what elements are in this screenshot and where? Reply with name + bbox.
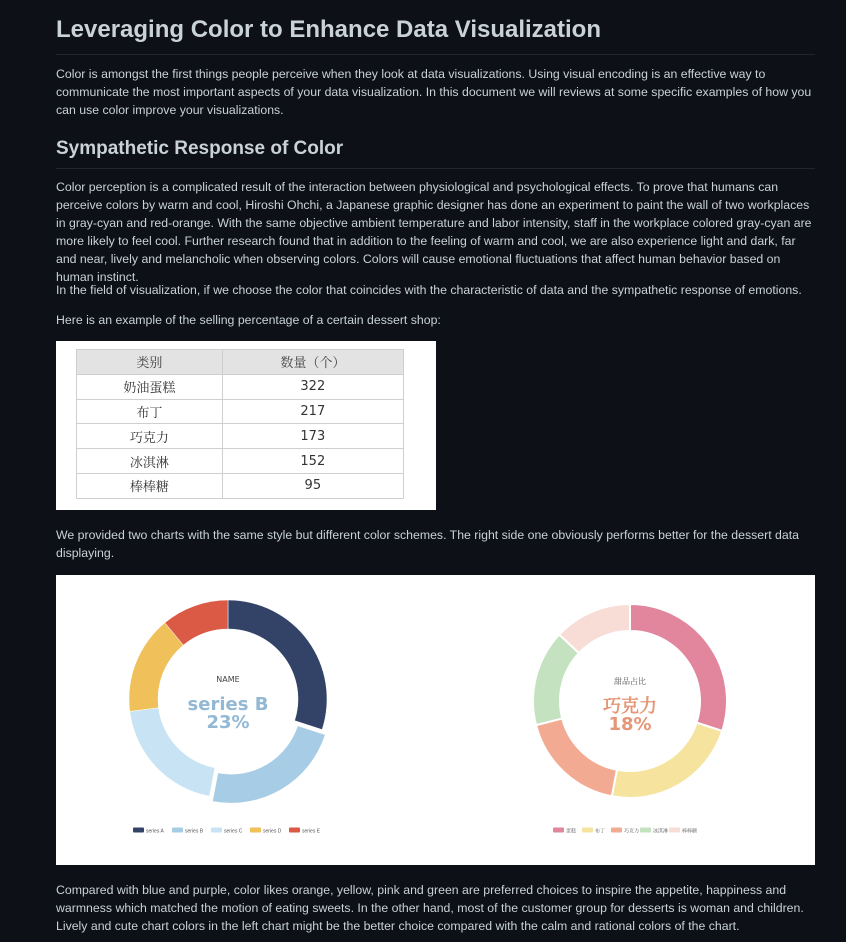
legend-swatch: [211, 828, 222, 833]
donut-slice: [130, 708, 215, 796]
donut-slice: [129, 623, 183, 712]
legend-swatch: [133, 828, 144, 833]
legend-label: 冰淇淋: [653, 828, 669, 835]
table-header-row: [77, 350, 404, 375]
center-value: 23%: [206, 712, 250, 733]
donut-slice: [533, 635, 579, 726]
paragraph-charts-intro: We provided two charts with the same style but different color schemes. The right side one obviously performs better for the dessert data displaying.: [56, 528, 799, 560]
legend-swatch: [669, 828, 680, 833]
table-cell: 巧克力: [77, 424, 223, 449]
table-cell: 棒棒糖: [77, 473, 223, 498]
center-value: 18%: [608, 714, 652, 735]
legend-label: series A: [146, 828, 164, 835]
legend-label: 棒棒糖: [682, 828, 698, 835]
table-cell: 217: [222, 399, 403, 424]
legend-swatch: [289, 828, 300, 833]
donut-slice: [559, 604, 630, 653]
page-title: Leveraging Color to Enhance Data Visualization: [56, 14, 815, 55]
donut-slice: [213, 726, 326, 803]
chart-title: NAME: [216, 675, 240, 684]
legend-label: 巧克力: [624, 828, 640, 835]
legend-swatch: [553, 828, 564, 833]
table-cell: 奶油蛋糕: [77, 374, 223, 399]
legend-label: series B: [185, 828, 204, 835]
table-cell: 173: [222, 424, 403, 449]
table-cell: 152: [222, 449, 403, 474]
legend-swatch: [640, 828, 651, 833]
legend-swatch: [582, 828, 593, 833]
center-label: series B: [187, 694, 269, 715]
table-cell: 布丁: [77, 399, 223, 424]
paragraph-conclusion: Compared with blue and purple, color likes orange, yellow, pink and green are preferred choices to inspire the appetite, happiness and warmness which matched the motion of eating sweets. In the other hand, most of the customer group for desserts is woman and children. Lively and cute chart colors in the left chart might be the better choice compared with the calm and rational colors of the chart.: [56, 883, 804, 933]
donut-slice: [536, 718, 617, 796]
section-heading: Sympathetic Response of Color: [56, 136, 815, 169]
table-header-category: 类别: [77, 350, 223, 375]
paragraph-visualization: In the field of visualization, if we choose the color that coincides with the characteristic of data and the sympathetic response of emotions.: [56, 283, 802, 297]
legend-label: series E: [302, 828, 321, 835]
charts-svg: [56, 575, 815, 865]
table-cell: 322: [222, 374, 403, 399]
dessert-table-image: [56, 341, 436, 510]
table-cell: 95: [222, 473, 403, 498]
table-row: [77, 473, 404, 498]
paragraph-example: Here is an example of the selling percentage of a certain dessert shop:: [56, 313, 441, 327]
center-label: 巧克力: [603, 696, 657, 717]
legend-label: series C: [224, 828, 243, 835]
legend-label: series D: [263, 828, 282, 835]
table-row: [77, 424, 404, 449]
table-header-quantity: 数量（个）: [222, 350, 403, 375]
legend-label: 布丁: [595, 828, 606, 835]
charts-image: [56, 575, 815, 865]
legend-swatch: [611, 828, 622, 833]
chart-title: 甜品占比: [614, 677, 646, 686]
table-row: [77, 374, 404, 399]
legend-swatch: [250, 828, 261, 833]
table-row: [77, 399, 404, 424]
paragraph-color-perception: Color perception is a complicated result of the interaction between physiological and psychological effects. To prove that humans can perceive colors by warm and cool, Hiroshi Ohchi, a Japanese graphic designer has done an experiment to paint the wall of two workplaces in gray-cyan and red-orange. With the same objective ambient temperature and labor intensity, staff in the workplace colored gray-cyan are more likely to feel cool. Further research found that in addition to the feeling of warm and cool, we are also experience light and dark, far and near, lively and melancholic when observing colors. Colors will cause emotional fluctuations that affect human behavior based on human instinct.: [56, 180, 812, 284]
legend-label: 蛋糕: [566, 828, 577, 835]
table-row: [77, 449, 404, 474]
dessert-table: [76, 349, 404, 499]
intro-paragraph: Color is amongst the first things people perceive when they look at data visualizations. Using visual encoding is an effective way to communicate the most important aspects of your data visualization. In this document we will reviews at some specific examples of how you can use color improve your visualizations.: [56, 67, 812, 117]
table-cell: 冰淇淋: [77, 449, 223, 474]
legend-swatch: [172, 828, 183, 833]
